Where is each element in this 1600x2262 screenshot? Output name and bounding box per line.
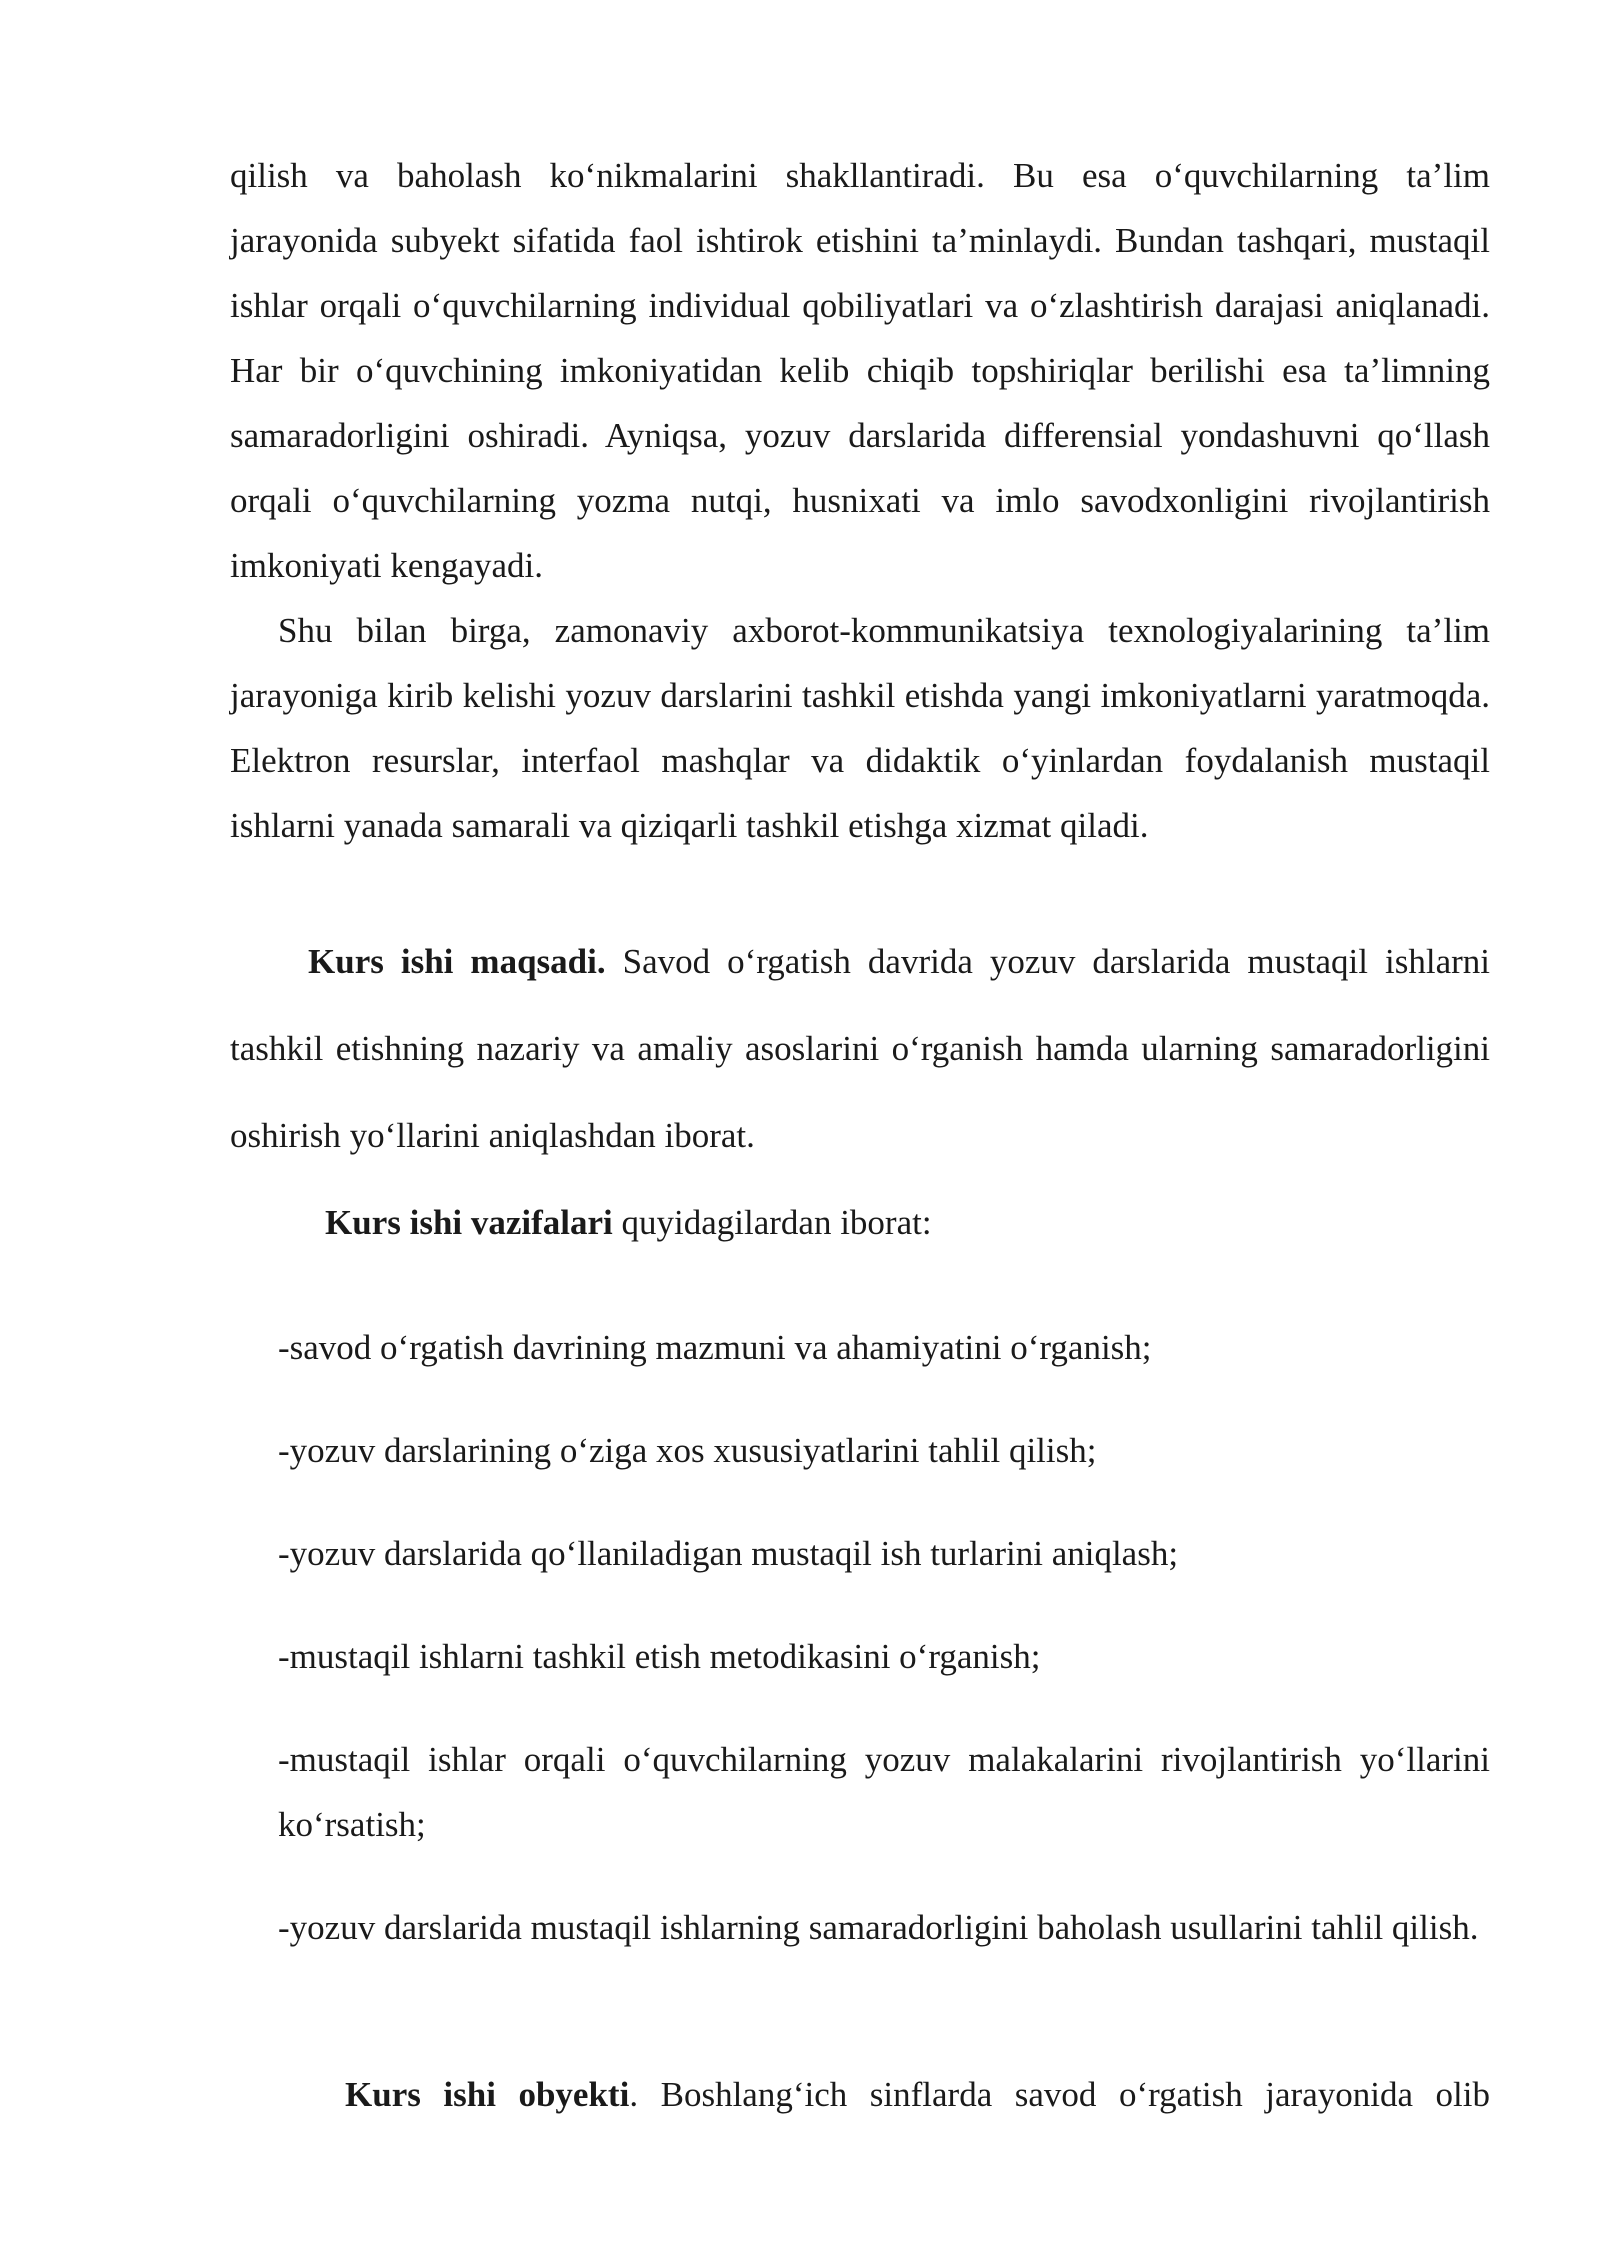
task-item: -yozuv darslarida qo‘llaniladigan mustaqil ish turlarini aniqlash; [278, 1534, 1179, 1573]
paragraph-course-object [230, 2062, 1490, 2127]
paragraph-differentiation: qilish va baholash ko‘nikmalarini shakllantiradi. Bu esa o‘quvchilarning ta’lim jarayonida subyekt sifatida faol ishtirok etishini ta’minlaydi. Bundan tashqari, mustaqil ishlar orqali o‘quvchilarning individual qobiliyatlari va o‘zlashtirish darajasi aniqlanadi. Har bir o‘quvchining imkoniyatidan kelib chiqib topshiriqlar berilishi esa ta’limning samaradorligini oshiradi. Ayniqsa, yozuv darslarida differensial yondashuvni qo‘llash orqali o‘quvchilarning yozma nutqi, husnixati va imlo savodxonligini rivojlantirish imkoniyati kengayadi. [230, 156, 1490, 585]
course-goal-text: Savod o‘rgatish davrida yozuv darslarida mustaqil ishlarni tashkil etishning nazariy va amaliy asoslarini o‘rganish hamda ularning samaradorligini oshirish yo‘llarini aniqlashdan iborat. [230, 942, 1490, 1155]
course-tasks-text: quyidagilardan iborat: [612, 1203, 932, 1242]
task-item: -mustaqil ishlarni tashkil etish metodikasini o‘rganish; [278, 1637, 1041, 1676]
course-object-text: . Boshlang‘ich sinflarda savod o‘rgatish jarayonida olib [629, 2075, 1490, 2114]
paragraph-course-goal [230, 918, 1490, 1179]
task-item: -mustaqil ishlar orqali o‘quvchilarning yozuv malakalarini rivojlantirish yo‘llarini ko‘rsatish; [278, 1740, 1490, 1844]
course-tasks-label: Kurs ishi vazifalari [325, 1203, 613, 1242]
task-item: -savod o‘rgatish davrining mazmuni va ahamiyatini o‘rganish; [278, 1328, 1152, 1367]
task-item: -yozuv darslarida mustaqil ishlarning samaradorligini baholash usullarini tahlil qilish. [278, 1908, 1479, 1947]
paragraph-course-tasks [230, 1190, 1490, 1255]
course-object-label: Kurs ishi obyekti [345, 2075, 630, 2114]
course-goal-label: Kurs ishi maqsadi. [308, 942, 606, 981]
paragraph-ict: Shu bilan birga, zamonaviy axborot-kommunikatsiya texnologiyalarining ta’lim jarayoniga kirib kelishi yozuv darslarini tashkil etishda yangi imkoniyatlarni yaratmoqda. Elektron resurslar, interfaol mashqlar va didaktik o‘yinlardan foydalanish mustaqil ishlarni yanada samarali va qiziqarli tashkil etishga xizmat qiladi. [230, 611, 1490, 845]
task-item: -yozuv darslarining o‘ziga xos xususiyatlarini tahlil qilish; [278, 1431, 1097, 1470]
